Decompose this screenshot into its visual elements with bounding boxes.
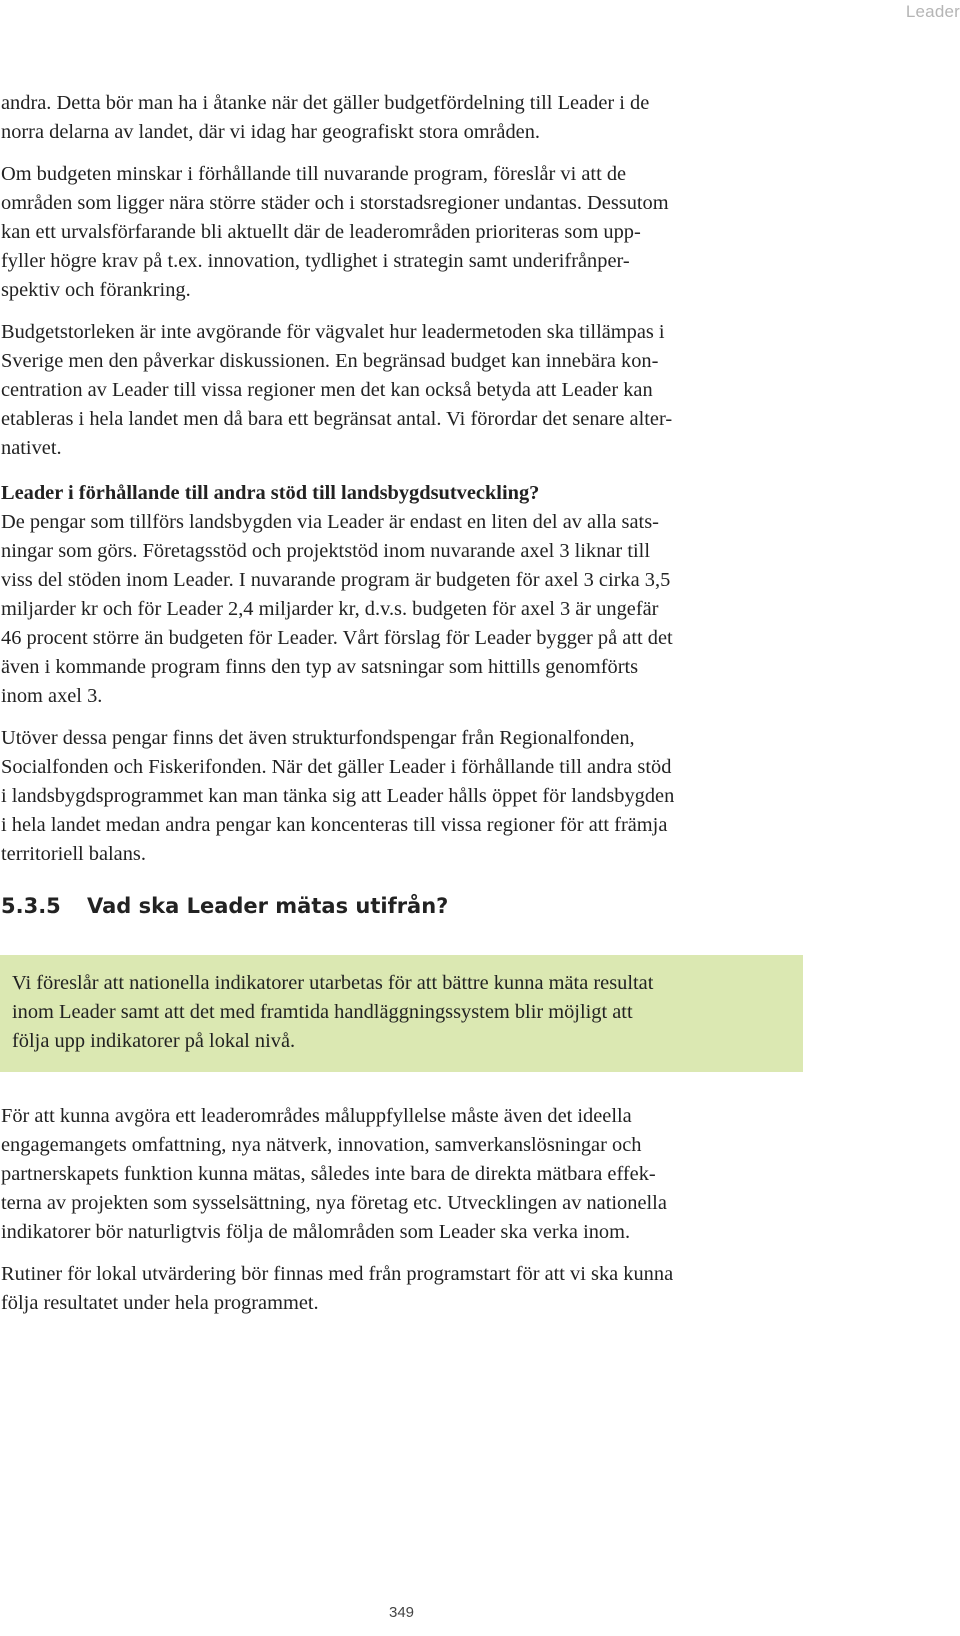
page-number: 349 bbox=[388, 1604, 415, 1621]
section-title: Vad ska Leader mätas utifrån? bbox=[87, 894, 449, 918]
proposal-highlight-box bbox=[0, 955, 803, 1072]
paragraph-funding-share: De pengar som tillförs landsbygden via Leader är endast en liten del av alla sats- ningar som görs. Företagsstöd och projektstöd inom nuvarande axel 3 liknar till viss del stöden inom Leader. I nuvarande program är budgeten för axel 3 cirka 3,5 miljarder kr och för Leader 2,4 miljarder kr, d.v.s. budgeten för axel 3 är ungefär 46 procent större än budgeten för Leader. Vårt förslag för Leader bygger på att det även i kommande program finns den typ av satsningar som hittills genomförts inom axel 3. bbox=[1, 511, 673, 707]
paragraph-budget-distribution: andra. Detta bör man ha i åtanke när det gäller budgetfördelning till Leader i de norra delarna av landet, där vi idag har geografiskt stora områden. bbox=[1, 92, 650, 143]
section-heading bbox=[1, 891, 801, 921]
paragraph-structural-funds: Utöver dessa pengar finns det även strukturfondspengar från Regionalfonden, Socialfonden och Fiskerifonden. När det gäller Leader i förhållande till andra stöd i landsbygdsprogrammet kan man tänka sig att Leader hålls öppet för landsbygden i hela landet medan andra pengar kan koncenteras till vissa regioner för att främja territoriell balans. bbox=[1, 727, 675, 865]
page-body bbox=[1, 89, 801, 1318]
paragraph-local-evaluation: Rutiner för lokal utvärdering bör finnas med från programstart för att vi ska kunna följa resultatet under hela programmet. bbox=[1, 1263, 674, 1314]
paragraph-budget-decrease: Om budgeten minskar i förhållande till nuvarande program, föreslår vi att de områden som ligger nära större städer och i storstadsregioner undantas. Dessutom kan ett urvalsförfarande bli aktuellt där de leaderområden prioriteras som upp- fyller högre krav på t.ex. innovation, tydlighet i strategin samt underifrånper- spektiv och förankring. bbox=[1, 163, 669, 301]
running-header: Leader bbox=[905, 2, 960, 21]
proposal-text: Vi föreslår att nationella indikatorer utarbetas för att bättre kunna mäta resultat inom Leader samt att det med framtida handläggningssystem blir möjligt att följa upp indikatorer på lokal nivå. bbox=[12, 972, 654, 1052]
paragraph-goal-fulfillment: För att kunna avgöra ett leaderområdes måluppfyllelse måste även det ideella engagemangets omfattning, nya nätverk, innovation, samverkanslösningar och partnerskapets funktion kunna mätas, således inte bara de direkta mätbara effek- terna av projekten som sysselsättning, nya företag etc. Utvecklingen av nationella indikatorer bör naturligtvis följa de målområden som Leader ska verka inom. bbox=[1, 1105, 667, 1243]
paragraph-budget-size: Budgetstorleken är inte avgörande för vägvalet hur leadermetoden ska tillämpas i Sverige men den påverkar diskussionen. En begränsad budget kan innebära kon- centration av Leader till vissa regioner men det kan också betyda att Leader kan etableras i hela landet men då bara ett begränsat antal. Vi förordar det senare alter- nativet. bbox=[1, 321, 673, 459]
section-number: 5.3.5 bbox=[1, 894, 61, 918]
subheading-other-support: Leader i förhållande till andra stöd till landsbygdsutveckling? bbox=[1, 482, 540, 504]
